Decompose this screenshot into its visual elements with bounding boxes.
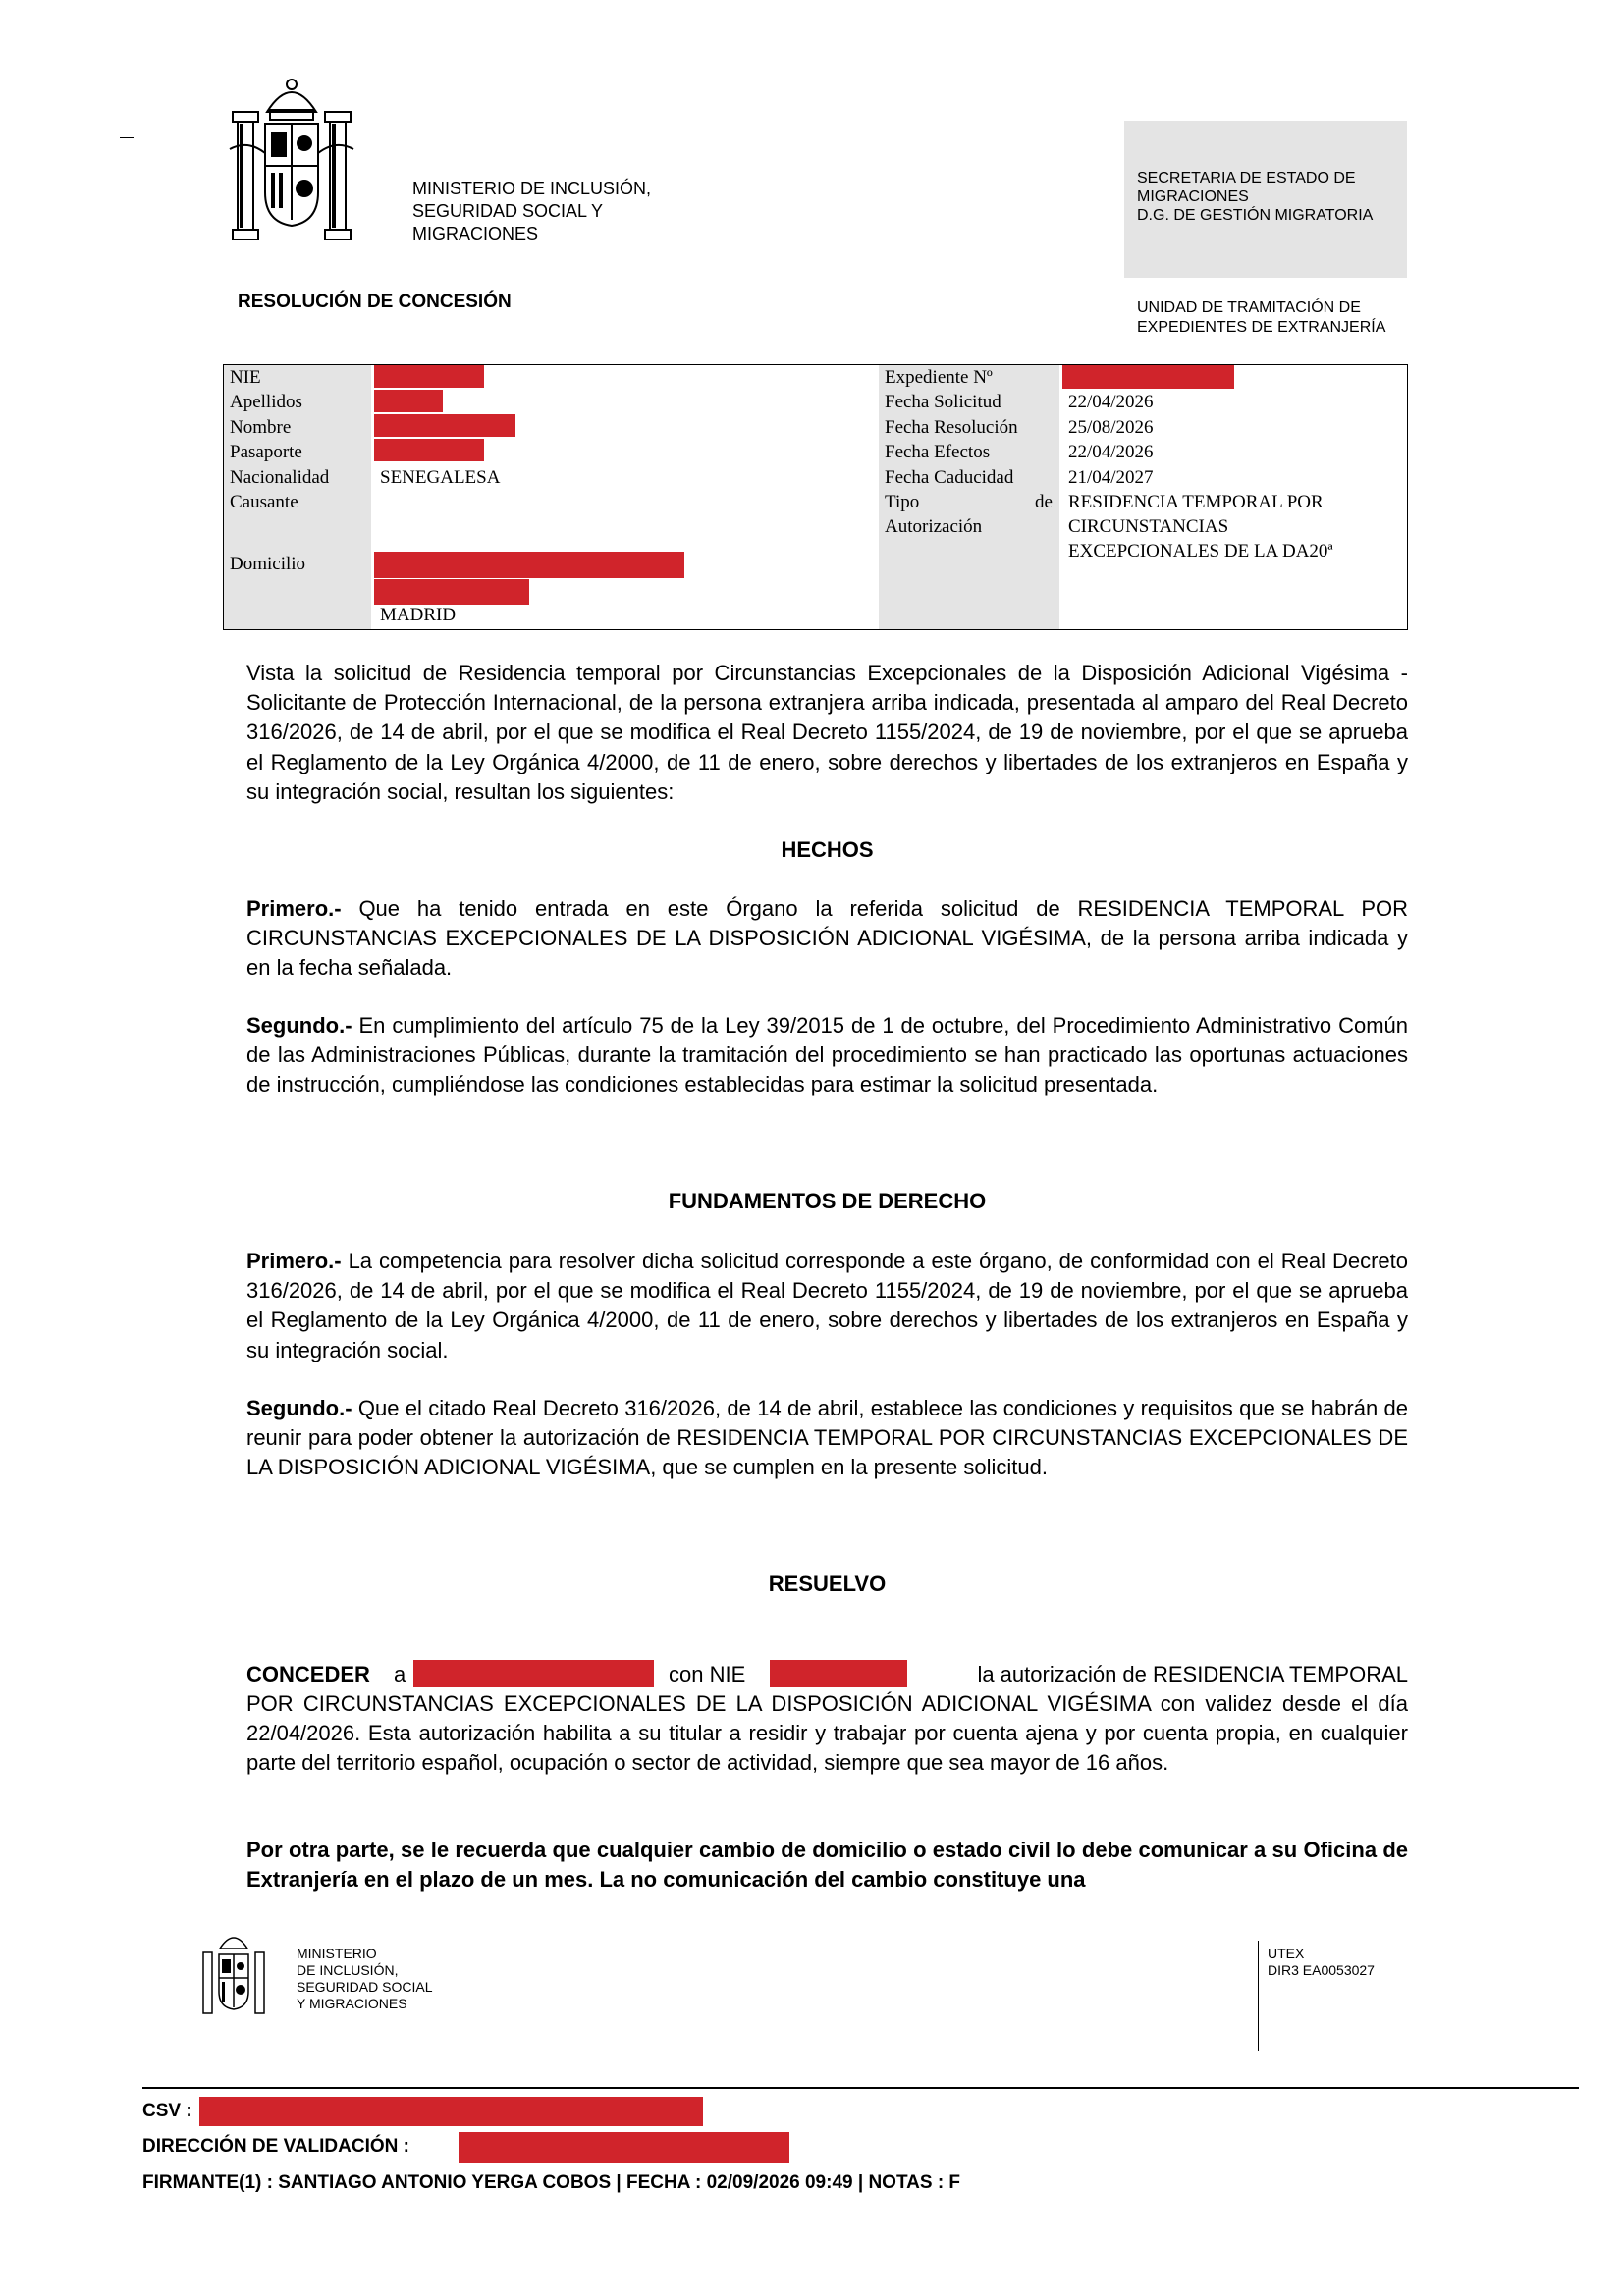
secretaria-text xyxy=(1137,169,1402,225)
footer-rule xyxy=(142,2087,1579,2089)
tipo-value-line2: CIRCUNSTANCIAS xyxy=(1068,516,1229,537)
label-fecha-solicitud: Fecha Solicitud xyxy=(885,392,1001,412)
label-expediente: Expediente Nº xyxy=(885,367,993,388)
redacted-name xyxy=(413,1660,654,1687)
label-de: de xyxy=(1035,492,1053,512)
conceder-line1-rest: la autorización de RESIDENCIA TEMPORAL xyxy=(977,1662,1408,1686)
secretaria-line: MIGRACIONES xyxy=(1137,188,1249,205)
hechos-segundo-text: En cumplimiento del artículo 75 de la Ley 39/2015 de 1 de octubre, del Procedimiento Administrativo Común de las Administraciones Públicas, durante la tramitación del procedimiento se han practicado las oportunas actuaciones de instrucción, cumpliéndose las condiciones establecidas para estimar la solicitud presentada. xyxy=(246,1013,1408,1097)
hechos-primero xyxy=(246,894,1408,984)
fundamentos-segundo xyxy=(246,1394,1408,1483)
redacted-pasaporte xyxy=(374,439,484,461)
ministry-line: MINISTERIO DE INCLUSIÓN, xyxy=(412,179,652,198)
tipo-value-line3: EXCEPCIONALES DE LA DA20ª xyxy=(1068,541,1333,561)
label-fecha-resolucion: Fecha Resolución xyxy=(885,417,1018,438)
redacted-expediente xyxy=(1062,365,1234,389)
tipo-value-line1: RESIDENCIA TEMPORAL POR xyxy=(1068,492,1324,512)
ministry-header xyxy=(412,178,677,245)
label-domicilio: Domicilio xyxy=(230,554,306,574)
fundamentos-segundo-text: Que el citado Real Decreto 316/2026, de 14 de abril, establece las condiciones y requisitos que se habrán de reunir para poder obtener la autorización de RESIDENCIA TEMPORAL POR CIRCUNSTANCIAS EXCEPCIONALES DE LA DISPOSICIÓN ADICIONAL VIGÉSIMA, que se cumplen en la presente solicitud. xyxy=(246,1396,1408,1480)
hechos-primero-text: Que ha tenido entrada en este Órgano la referida solicitud de RESIDENCIA TEMPORAL POR CIRCUNSTANCIAS EXCEPCIONALES DE LA DISPOSICIÓN ADICIONAL VIGÉSIMA, de la persona arriba indicada y en la fecha señalada. xyxy=(246,896,1408,981)
label-nacionalidad: Nacionalidad xyxy=(230,467,330,488)
conceder-line xyxy=(246,1660,1408,1689)
hechos-segundo xyxy=(246,1011,1408,1100)
fundamentos-primero-text: La competencia para resolver dicha solicitud corresponde a este órgano, de conformidad con el Real Decreto 316/2026, de 14 de abril, por el que se modifica el Real Decreto 1155/2024, de 19 de noviembre, por el que se aprueba el Reglamento de la Ley Orgánica 4/2000, de 11 de enero, sobre derechos y libertades de los extranjeros en España y su integración social. xyxy=(246,1249,1408,1362)
fecha-solicitud-value: 22/04/2026 xyxy=(1068,392,1154,412)
spain-coat-of-arms-icon xyxy=(198,1927,269,2025)
ministry-line: SEGURIDAD SOCIAL Y xyxy=(412,201,604,221)
resuelvo-heading: RESUELVO xyxy=(768,1572,887,1596)
fecha-caducidad-value: 21/04/2027 xyxy=(1068,467,1154,488)
conceder-rest: POR CIRCUNSTANCIAS EXCEPCIONALES DE LA DISPOSICIÓN ADICIONAL VIGÉSIMA con validez desde el día 22/04/2026. Esta autorización habilita a su titular a residir y trabajar por cuenta ajena y por cuenta propia, en cualquier parte del territorio español, ocupación o sector de actividad, siempre que sea mayor de 16 años. xyxy=(246,1691,1408,1776)
fundamentos-primero-label: Primero.- xyxy=(246,1249,342,1273)
conceder-a: a xyxy=(394,1662,406,1686)
intro-paragraph: Vista la solicitud de Residencia temporal por Circunstancias Excepcionales de la Disposición Adicional Vigésima - Solicitante de Protección Internacional, de la persona extranjera arriba indicada, presentada al amparo del Real Decreto 316/2026, de 14 de abril, por el que se modifica el Real Decreto 1155/2024, de 19 de noviembre, por el que se aprueba el Reglamento de la Ley Orgánica 4/2000, de 11 de enero, sobre derechos y libertades de los extranjeros en España y su integración social, resultan los siguientes: xyxy=(246,661,1408,804)
redacted-nie-resuelvo xyxy=(770,1660,907,1687)
fundamentos-segundo-label: Segundo.- xyxy=(246,1396,352,1420)
applicant-info-box xyxy=(223,364,1408,630)
spain-coat-of-arms-icon xyxy=(228,73,355,251)
footer-ministry-line: MINISTERIO xyxy=(297,1946,377,1961)
nacionalidad-value: SENEGALESA xyxy=(380,467,501,488)
label-fecha-caducidad: Fecha Caducidad xyxy=(885,467,1014,488)
hechos-primero-label: Primero.- xyxy=(246,896,342,921)
label-fecha-efectos: Fecha Efectos xyxy=(885,442,991,462)
csv-label: CSV : xyxy=(142,2101,192,2121)
footer-ministry-line: DE INCLUSIÓN, xyxy=(297,1962,399,1978)
utex-block xyxy=(1268,1946,1375,1979)
label-pasaporte: Pasaporte xyxy=(230,442,302,462)
direccion-validacion-label: DIRECCIÓN DE VALIDACIÓN : xyxy=(142,2136,409,2157)
ministry-line: MIGRACIONES xyxy=(412,224,539,243)
recuerda-paragraph: Por otra parte, se le recuerda que cualquier cambio de domicilio o estado civil lo debe comunicar a su Oficina de Extranjería en el plazo de un mes. La no comunicación del cambio constituye una xyxy=(246,1838,1408,1893)
fundamentos-heading: FUNDAMENTOS DE DERECHO xyxy=(668,1189,987,1213)
conceder-con-nie: con NIE xyxy=(669,1662,746,1686)
conceder-word: CONCEDER xyxy=(246,1662,370,1686)
footer-ministry-line: SEGURIDAD SOCIAL xyxy=(297,1979,433,1995)
footer-ministry xyxy=(297,1946,493,2012)
label-causante: Causante xyxy=(230,492,298,512)
secretaria-line: D.G. DE GESTIÓN MIGRATORIA xyxy=(1137,207,1374,224)
redacted-domicilio-1 xyxy=(374,552,684,578)
hechos-segundo-label: Segundo.- xyxy=(246,1013,352,1038)
redacted-csv xyxy=(199,2097,703,2126)
fecha-resolucion-value: 25/08/2026 xyxy=(1068,417,1154,438)
unidad-line: EXPEDIENTES DE EXTRANJERÍA xyxy=(1137,319,1386,336)
unidad-line: UNIDAD DE TRAMITACIÓN DE xyxy=(1137,299,1361,316)
redacted-domicilio-2 xyxy=(374,579,529,605)
label-apellidos: Apellidos xyxy=(230,392,302,412)
firmante-line: FIRMANTE(1) : SANTIAGO ANTONIO YERGA COBOS | FECHA : 02/09/2026 09:49 | NOTAS : F xyxy=(142,2172,961,2193)
redacted-nombre xyxy=(374,414,515,437)
footer-divider xyxy=(1258,1941,1259,2051)
label-autorizacion: Autorización xyxy=(885,516,983,537)
label-tipo: Tipo xyxy=(885,492,920,512)
hechos-heading: HECHOS xyxy=(781,837,874,862)
unidad-text xyxy=(1137,298,1412,338)
utex-line: UTEX xyxy=(1268,1946,1305,1961)
fecha-efectos-value: 22/04/2026 xyxy=(1068,442,1154,462)
header-dash xyxy=(120,137,134,138)
redacted-direccion xyxy=(459,2132,789,2163)
label-nombre: Nombre xyxy=(230,417,292,438)
document-title: RESOLUCIÓN DE CONCESIÓN xyxy=(238,292,512,312)
redacted-apellidos xyxy=(374,390,443,412)
fundamentos-primero xyxy=(246,1247,1408,1365)
domicilio-city: MADRID xyxy=(380,605,457,625)
footer-ministry-line: Y MIGRACIONES xyxy=(297,1996,407,2011)
redacted-nie xyxy=(374,365,484,388)
utex-line: DIR3 EA0053027 xyxy=(1268,1962,1375,1978)
secretaria-line: SECRETARIA DE ESTADO DE xyxy=(1137,170,1356,187)
label-nie: NIE xyxy=(230,367,261,388)
